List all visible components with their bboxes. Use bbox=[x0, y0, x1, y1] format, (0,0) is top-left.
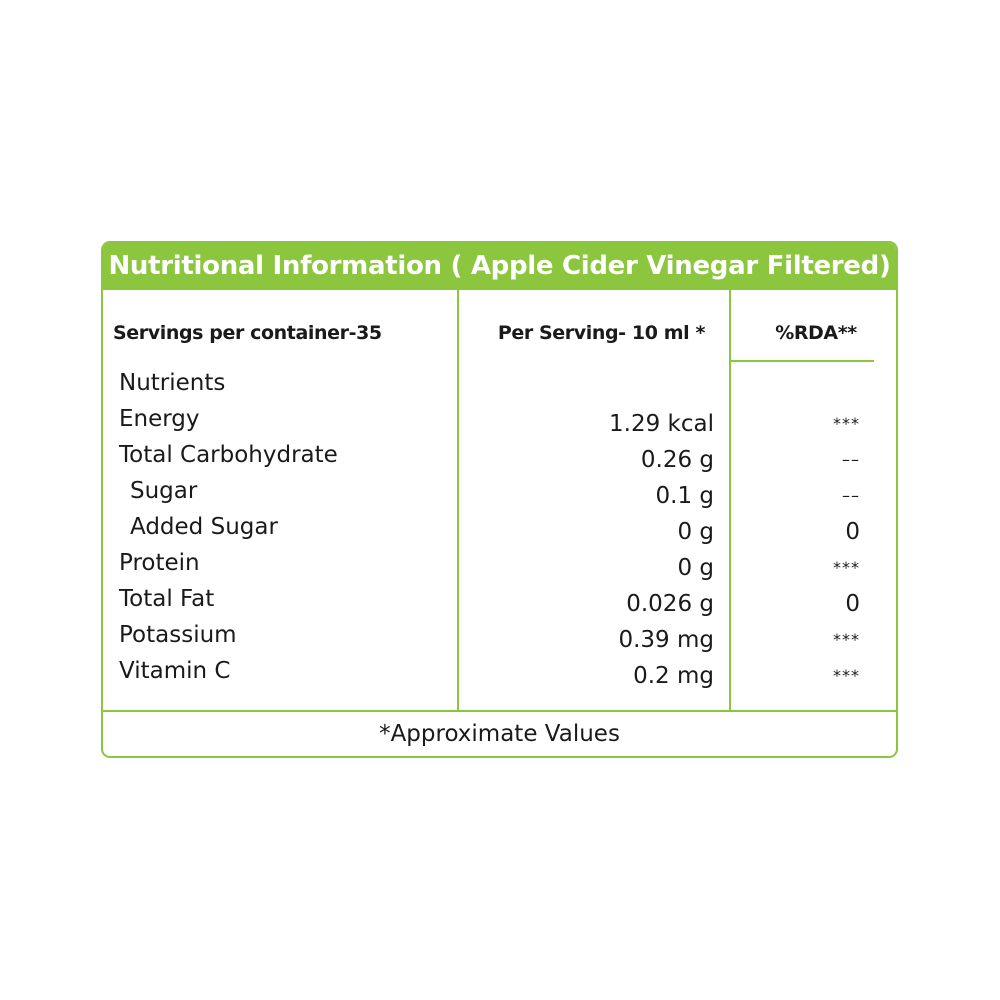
nutrient-name: Added Sugar bbox=[130, 514, 278, 540]
nutrient-name: Protein bbox=[119, 550, 200, 576]
nutrient-value: 0 g bbox=[677, 555, 714, 581]
nutrient-rda: *** bbox=[833, 414, 860, 433]
table-row bbox=[103, 473, 896, 509]
nutrient-name: Vitamin C bbox=[119, 658, 231, 684]
nutrient-value: 0.26 g bbox=[640, 447, 714, 473]
table-row bbox=[103, 365, 896, 401]
table-row bbox=[103, 509, 896, 545]
nutrient-value: 0.2 mg bbox=[633, 663, 714, 689]
table-row bbox=[103, 401, 896, 437]
nutrient-rda: *** bbox=[833, 558, 860, 577]
nutrient-rda: 0 bbox=[845, 591, 860, 617]
nutrient-name: Total Carbohydrate bbox=[119, 442, 338, 468]
table-row bbox=[103, 653, 896, 689]
table-row bbox=[103, 581, 896, 617]
table-row bbox=[103, 617, 896, 653]
nutrient-rda: –– bbox=[842, 486, 860, 505]
nutrient-value: 0.39 mg bbox=[618, 627, 714, 653]
servings-header: Servings per container-35 bbox=[113, 322, 382, 344]
nutrient-rda: *** bbox=[833, 666, 860, 685]
nutrient-name: Nutrients bbox=[119, 370, 226, 396]
panel-title: Nutritional Information ( Apple Cider Vinegar Filtered) bbox=[103, 243, 896, 290]
nutrient-name: Sugar bbox=[130, 478, 198, 504]
nutrient-value: 0.026 g bbox=[626, 591, 714, 617]
table-row bbox=[103, 545, 896, 581]
nutrient-table bbox=[103, 243, 896, 756]
nutrient-name: Total Fat bbox=[119, 586, 215, 612]
rda-header: %RDA** bbox=[775, 322, 857, 344]
nutrient-name: Energy bbox=[119, 406, 200, 432]
per-serving-header: Per Serving- 10 ml * bbox=[497, 322, 705, 344]
nutrient-value: 0 g bbox=[677, 519, 714, 545]
nutrition-panel bbox=[101, 241, 898, 758]
footer-note: *Approximate Values bbox=[379, 721, 620, 747]
nutrient-value: 1.29 kcal bbox=[609, 411, 714, 437]
table-row bbox=[103, 437, 896, 473]
nutrient-name: Potassium bbox=[119, 622, 237, 648]
nutrient-rda: –– bbox=[842, 450, 860, 469]
nutrient-value: 0.1 g bbox=[655, 483, 714, 509]
nutrient-rda: *** bbox=[833, 630, 860, 649]
nutrient-rda: 0 bbox=[845, 519, 860, 545]
